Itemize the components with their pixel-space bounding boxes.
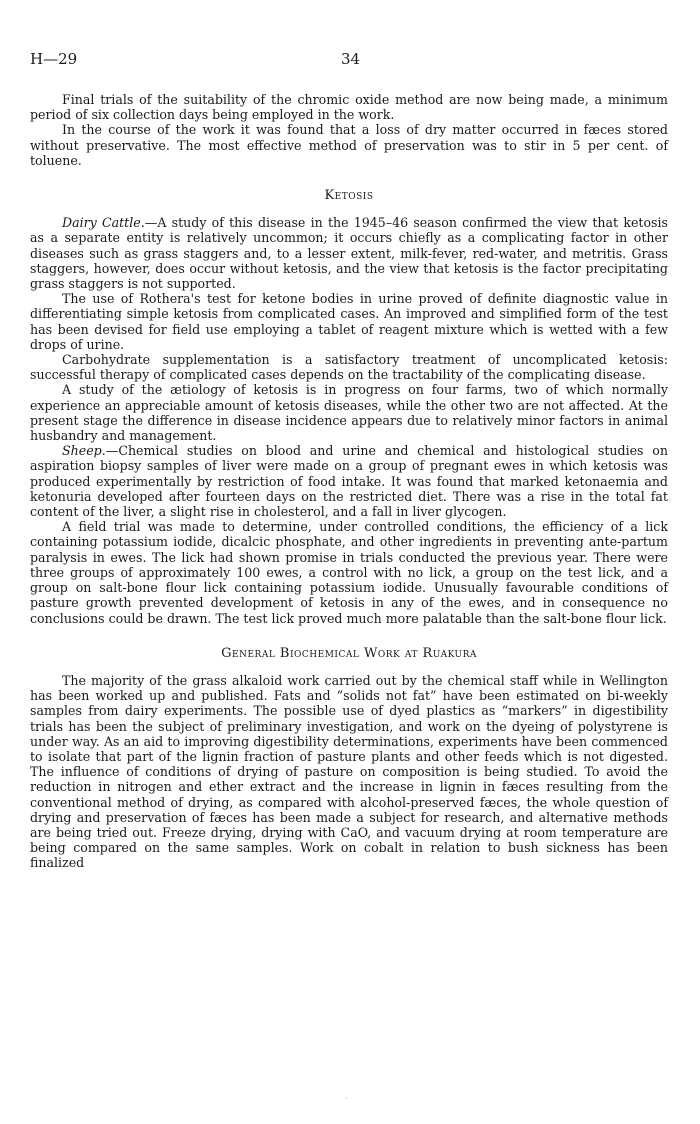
page-body	[30, 92, 668, 871]
paragraph-sheep	[30, 443, 668, 519]
paragraph-text: —A study of this disease in the 1945–46 season confirmed the view that ketosis as a separate entity is relatively uncommon; it occurs chiefly as a complicating factor in other diseases such as grass staggers and, to a lesser extent, milk-fever, red-water, and metritis. Grass staggers, however, does occur without ketosis, and the view that ketosis is the factor precipitating grass staggers is not supported.	[30, 215, 668, 292]
paragraph-text: —Chemical studies on blood and urine and chemical and histological studies on aspiration biopsy samples of liver were made on a group of pregnant ewes in which ketosis was produced experimentally by restriction of food intake. It was found that marked ketonaemia and ketonuria developed after fourteen days on the restricted diet. There was a rise in the total fat content of the liver, a slight rise in cholesterol, and a fall in liver glycogen.	[30, 443, 668, 520]
run-in-heading-dairy-cattle: Dairy Cattle.	[62, 215, 145, 231]
paragraph: The majority of the grass alkaloid work carried out by the chemical staff while in Wellington has been worked up and published. Fats and “solids not fat” have been estimated on bi-weekly samples from dairy experiments. The possible use of dyed plastics as “markers” in digestibility trials has been the subject of preliminary investigation, and work on the dyeing of polystyrene is under way. As an aid to improving digestibility determinations, experiments have been commenced to isolate that part of the lignin fraction of pasture plants and other feeds which is not digested. The influence of conditions of drying of pasture on composition is being studied. To avoid the reduction in nitrogen and ether extract and the increase in lignin in fæces resulting from the conventional method of drying, as compared with alcohol-preserved fæces, the whole question of drying and preservation of fæces has been made a subject for research, and alternative methods are being tried out. Freeze drying, drying with CaO, and vacuum drying at room temperature are being compared on the same samples. Work on cobalt in relation to bush sickness has been finalized	[30, 672, 668, 871]
paragraph: A study of the ætiology of ketosis is in progress on four farms, two of which normally experience an appreciable amount of ketosis diseases, while the other two are not affected. At the present stage the difference in disease incidence appears due to relatively minor factors in animal husbandry and management.	[30, 382, 668, 444]
paragraph: A field trial was made to determine, under controlled conditions, the efficiency of a lick containing potassium iodide, dicalcic phosphate, and other ingredients in preventing ante-partum paralysis in ewes. The lick had shown promise in trials conducted the previous year. There were three groups of approximately 100 ewes, a control with no lick, a group on the test lick, and a group on salt-bone flour lick containing potassium iodide. Unusually favourable conditions of pasture growth prevented development of ketosis in any of the ewes, and in consequence no conclusions could be drawn. The test lick proved much more palatable than the salt-bone flour lick.	[30, 519, 668, 626]
paragraph-dairy-cattle	[30, 215, 668, 291]
document-reference: H—29	[30, 50, 78, 68]
paragraph: The use of Rothera's test for ketone bodies in urine proved of definite diagnostic value in differentiating simple ketosis from complicated cases. An improved and simplified form of the test has been devised for field use employing a tablet of reagent mixture which is wetted with a few drops of urine.	[30, 291, 668, 352]
footer-mark: ·	[345, 1094, 348, 1103]
paragraph: Final trials of the suitability of the chromic oxide method are now being made, a minimum period of six collection days being employed in the work.	[30, 92, 668, 123]
paragraph: Carbohydrate supplementation is a satisfactory treatment of uncomplicated ketosis: successful therapy of complicated cases depends on the tractability of the complicating disease.	[30, 352, 668, 383]
page-number: 34	[341, 50, 361, 68]
section-heading-ketosis: Ketosis	[324, 188, 374, 204]
paragraph: In the course of the work it was found that a loss of dry matter occurred in fæces stored without preservative. The most effective method of preservation was to stir in 5 per cent. of toluene.	[30, 122, 668, 168]
page-header	[30, 50, 670, 72]
section-heading-general-biochemical: General Biochemical Work at Ruakura	[221, 645, 477, 661]
run-in-heading-sheep: Sheep.	[62, 443, 106, 459]
